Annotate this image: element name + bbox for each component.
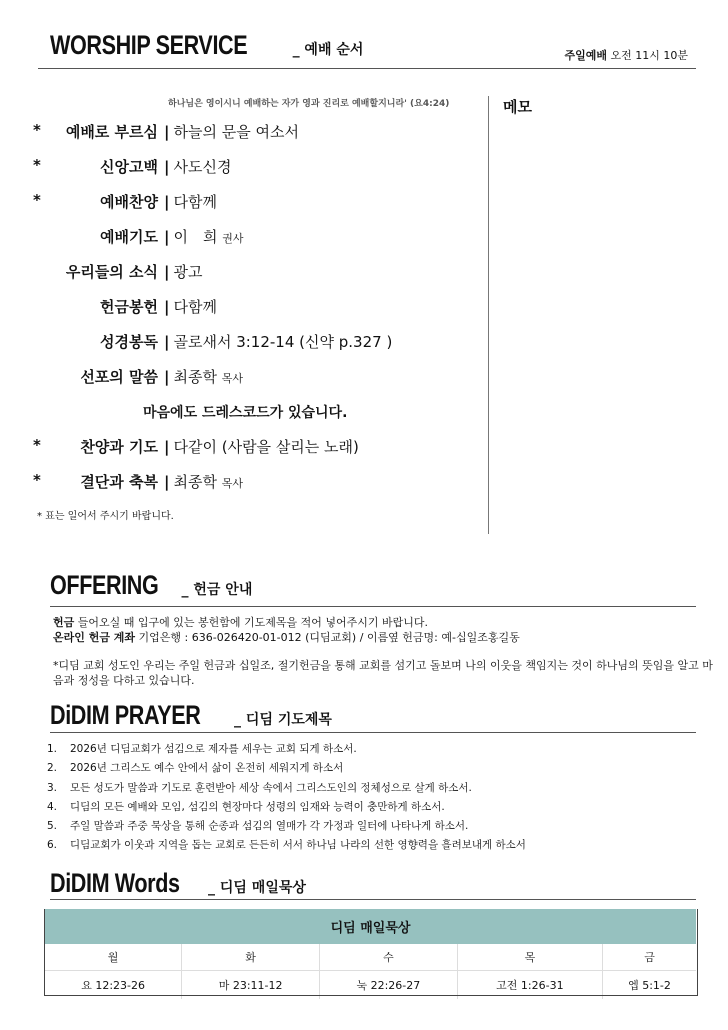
order-content-wrap [164,331,392,352]
order-content-wrap [164,156,231,177]
service-time: 오전 11시 10분 [610,49,688,62]
order-label: 신앙고백 [100,158,158,176]
prayer-list [47,741,526,857]
separator-bar: | [164,473,170,491]
prayer-header [50,700,332,731]
day-cell: 월 [45,944,182,971]
prayer-text: 2026년 디딤교회가 섬김으로 제자를 세우는 교회 되게 하소서. [70,743,357,755]
order-title-suffix: 목사 [221,477,244,490]
prayer-text: 2026년 그리스도 예수 안에서 삶이 온전히 세워지게 하소서 [70,762,344,775]
daily-meditation-table [45,909,696,999]
words-header [50,868,306,899]
prayer-title: DiDIM PRAYER [50,700,201,730]
worship-subtitle: _ 예배 순서 [292,42,364,58]
order-content-wrap [164,226,244,247]
offering-account: 기업은행 : 636-026420-01-012 (디딤교회) / 이름옆 헌금명: 예-십일조홍길동 [135,631,520,644]
order-content-wrap [164,261,202,282]
order-content: 다함께 [173,298,217,316]
separator-bar: | [164,158,170,176]
order-content-wrap [164,471,243,492]
worship-header [50,30,363,61]
prayer-item [47,799,526,818]
offering-header [50,570,252,601]
prayer-text: 주일 말씀과 주중 묵상을 통해 순종과 섬김의 열매가 각 가정과 일터에 나타나게 하소서. [70,820,469,833]
prayer-text: 디딤교회가 이웃과 지역을 돕는 교회로 든든히 서서 하나님 나라의 선한 영향력을 흘려보내게 하소서 [70,839,526,852]
verse-cell: 눅 22:26-27 [320,971,458,1000]
order-content-wrap [164,121,299,142]
offering-line1: 들어오실 때 입구에 있는 봉헌함에 기도제목을 적어 넣어주시기 바랍니다. [74,616,429,629]
order-label: 헌금봉헌 [100,298,158,316]
order-item [0,226,480,248]
order-label: 예배기도 [100,228,158,246]
order-label: 예배로 부르심 [65,123,158,141]
standing-marker: * [33,436,41,454]
prayer-item [47,780,526,799]
separator-bar: | [164,228,170,246]
order-content: 골로새서 3:12-14 (신약 p.327 ) [173,333,393,351]
day-cell: 수 [320,944,458,971]
order-content: 최종학 [173,473,217,491]
order-content: 하늘의 문을 여소서 [173,123,299,141]
words-subtitle: _ 디딤 매일묵상 [208,880,306,896]
order-item [0,191,480,213]
order-item [0,436,480,458]
order-label: 결단과 축복 [80,473,158,491]
order-content: 사도신경 [173,158,232,176]
standing-marker: * [33,156,41,174]
order-item [0,261,480,283]
day-cell: 금 [603,944,696,971]
order-content-wrap [164,366,243,387]
words-title: DiDIM Words [50,868,180,898]
prayer-number: 4. [47,800,58,813]
order-label: 찬양과 기도 [80,438,158,456]
words-rule [50,899,696,900]
order-content: 이 희 [173,228,218,246]
prayer-rule [50,732,696,733]
table-title: 디딤 매일묵상 [45,909,696,944]
order-item [0,156,480,178]
prayer-text: 디딤의 모든 예배와 모임, 섬김의 현장마다 성령의 임재와 능력이 충만하게 하소서. [70,800,445,813]
prayer-item [47,760,526,779]
prayer-number: 6. [47,839,58,852]
order-title-suffix: 목사 [221,372,244,385]
prayer-number: 1. [47,743,58,755]
offering-line1-bold: 헌금 [53,616,75,629]
worship-rule [38,68,696,69]
standing-marker: * [33,121,41,139]
order-label: 성경봉독 [100,333,158,351]
separator-bar: | [164,263,170,281]
prayer-number: 5. [47,820,58,833]
order-label: 예배찬양 [100,193,158,211]
day-cell: 화 [182,944,320,971]
offering-title: OFFERING [50,570,159,600]
order-content: 다같이 (사람을 살리는 노래) [173,438,359,456]
memo-divider [488,96,489,534]
order-content-wrap [164,436,359,457]
order-item [0,121,480,143]
separator-bar: | [164,438,170,456]
offering-subtitle: _ 헌금 안내 [181,582,253,598]
order-content: 최종학 [173,368,217,386]
order-title-suffix: 권사 [222,232,244,245]
prayer-number: 3. [47,781,58,794]
order-label: 선포의 말씀 [80,368,158,386]
verses-row [45,971,696,1000]
prayer-number: 2. [47,762,58,775]
separator-bar: | [164,368,170,386]
standing-footnote: * 표는 일어서 주시기 바랍니다. [37,511,174,522]
standing-marker: * [33,471,41,489]
service-time-info [564,47,688,63]
offering-rule [50,606,696,607]
order-content-wrap [164,296,217,317]
days-row [45,944,696,971]
separator-bar: | [164,193,170,211]
special-note: 마음에도 드레스코드가 있습니다. [143,405,348,421]
order-item [0,471,480,493]
order-label: 우리들의 소식 [65,263,158,281]
separator-bar: | [164,123,170,141]
prayer-item [47,818,526,837]
order-content-wrap [164,191,217,212]
prayer-item [47,741,526,760]
order-item [0,331,480,353]
service-label: 주일예배 [564,49,607,62]
standing-marker: * [33,191,41,209]
prayer-subtitle: _ 디딤 기도제목 [234,712,332,728]
order-item [0,296,480,318]
offering-info [53,615,713,645]
verse-cell: 마 23:11-12 [182,971,320,1000]
worship-title: WORSHIP SERVICE [50,30,248,60]
offering-account-label: 온라인 헌금 계좌 [53,631,136,644]
prayer-item [47,837,526,856]
day-cell: 목 [457,944,602,971]
verse-cell: 엡 5:1-2 [628,979,671,992]
verse-cell: 요 12:23-26 [45,971,182,1000]
order-content: 광고 [173,263,203,281]
separator-bar: | [164,333,170,351]
order-content: 다함께 [173,193,217,211]
separator-bar: | [164,298,170,316]
offering-note: *디딤 교회 성도인 우리는 주일 헌금과 십일조, 절기헌금을 통해 교회를 섬기고 돌보며 나의 이웃을 책임지는 것이 하나님의 뜻임을 알고 마음과 정성을 다하고 있습니다. [53,659,713,687]
prayer-text: 모든 성도가 말씀과 기도로 훈련받아 세상 속에서 그리스도인의 정체성으로 살게 하소서. [70,781,472,794]
order-item [0,366,480,388]
verse-cell: 고전 1:26-31 [457,971,602,1000]
memo-label: 메모 [503,98,532,116]
scripture-verse: 하나님은 영이시니 예배하는 자가 영과 진리로 예배할지니라' (요4:24) [168,99,450,109]
